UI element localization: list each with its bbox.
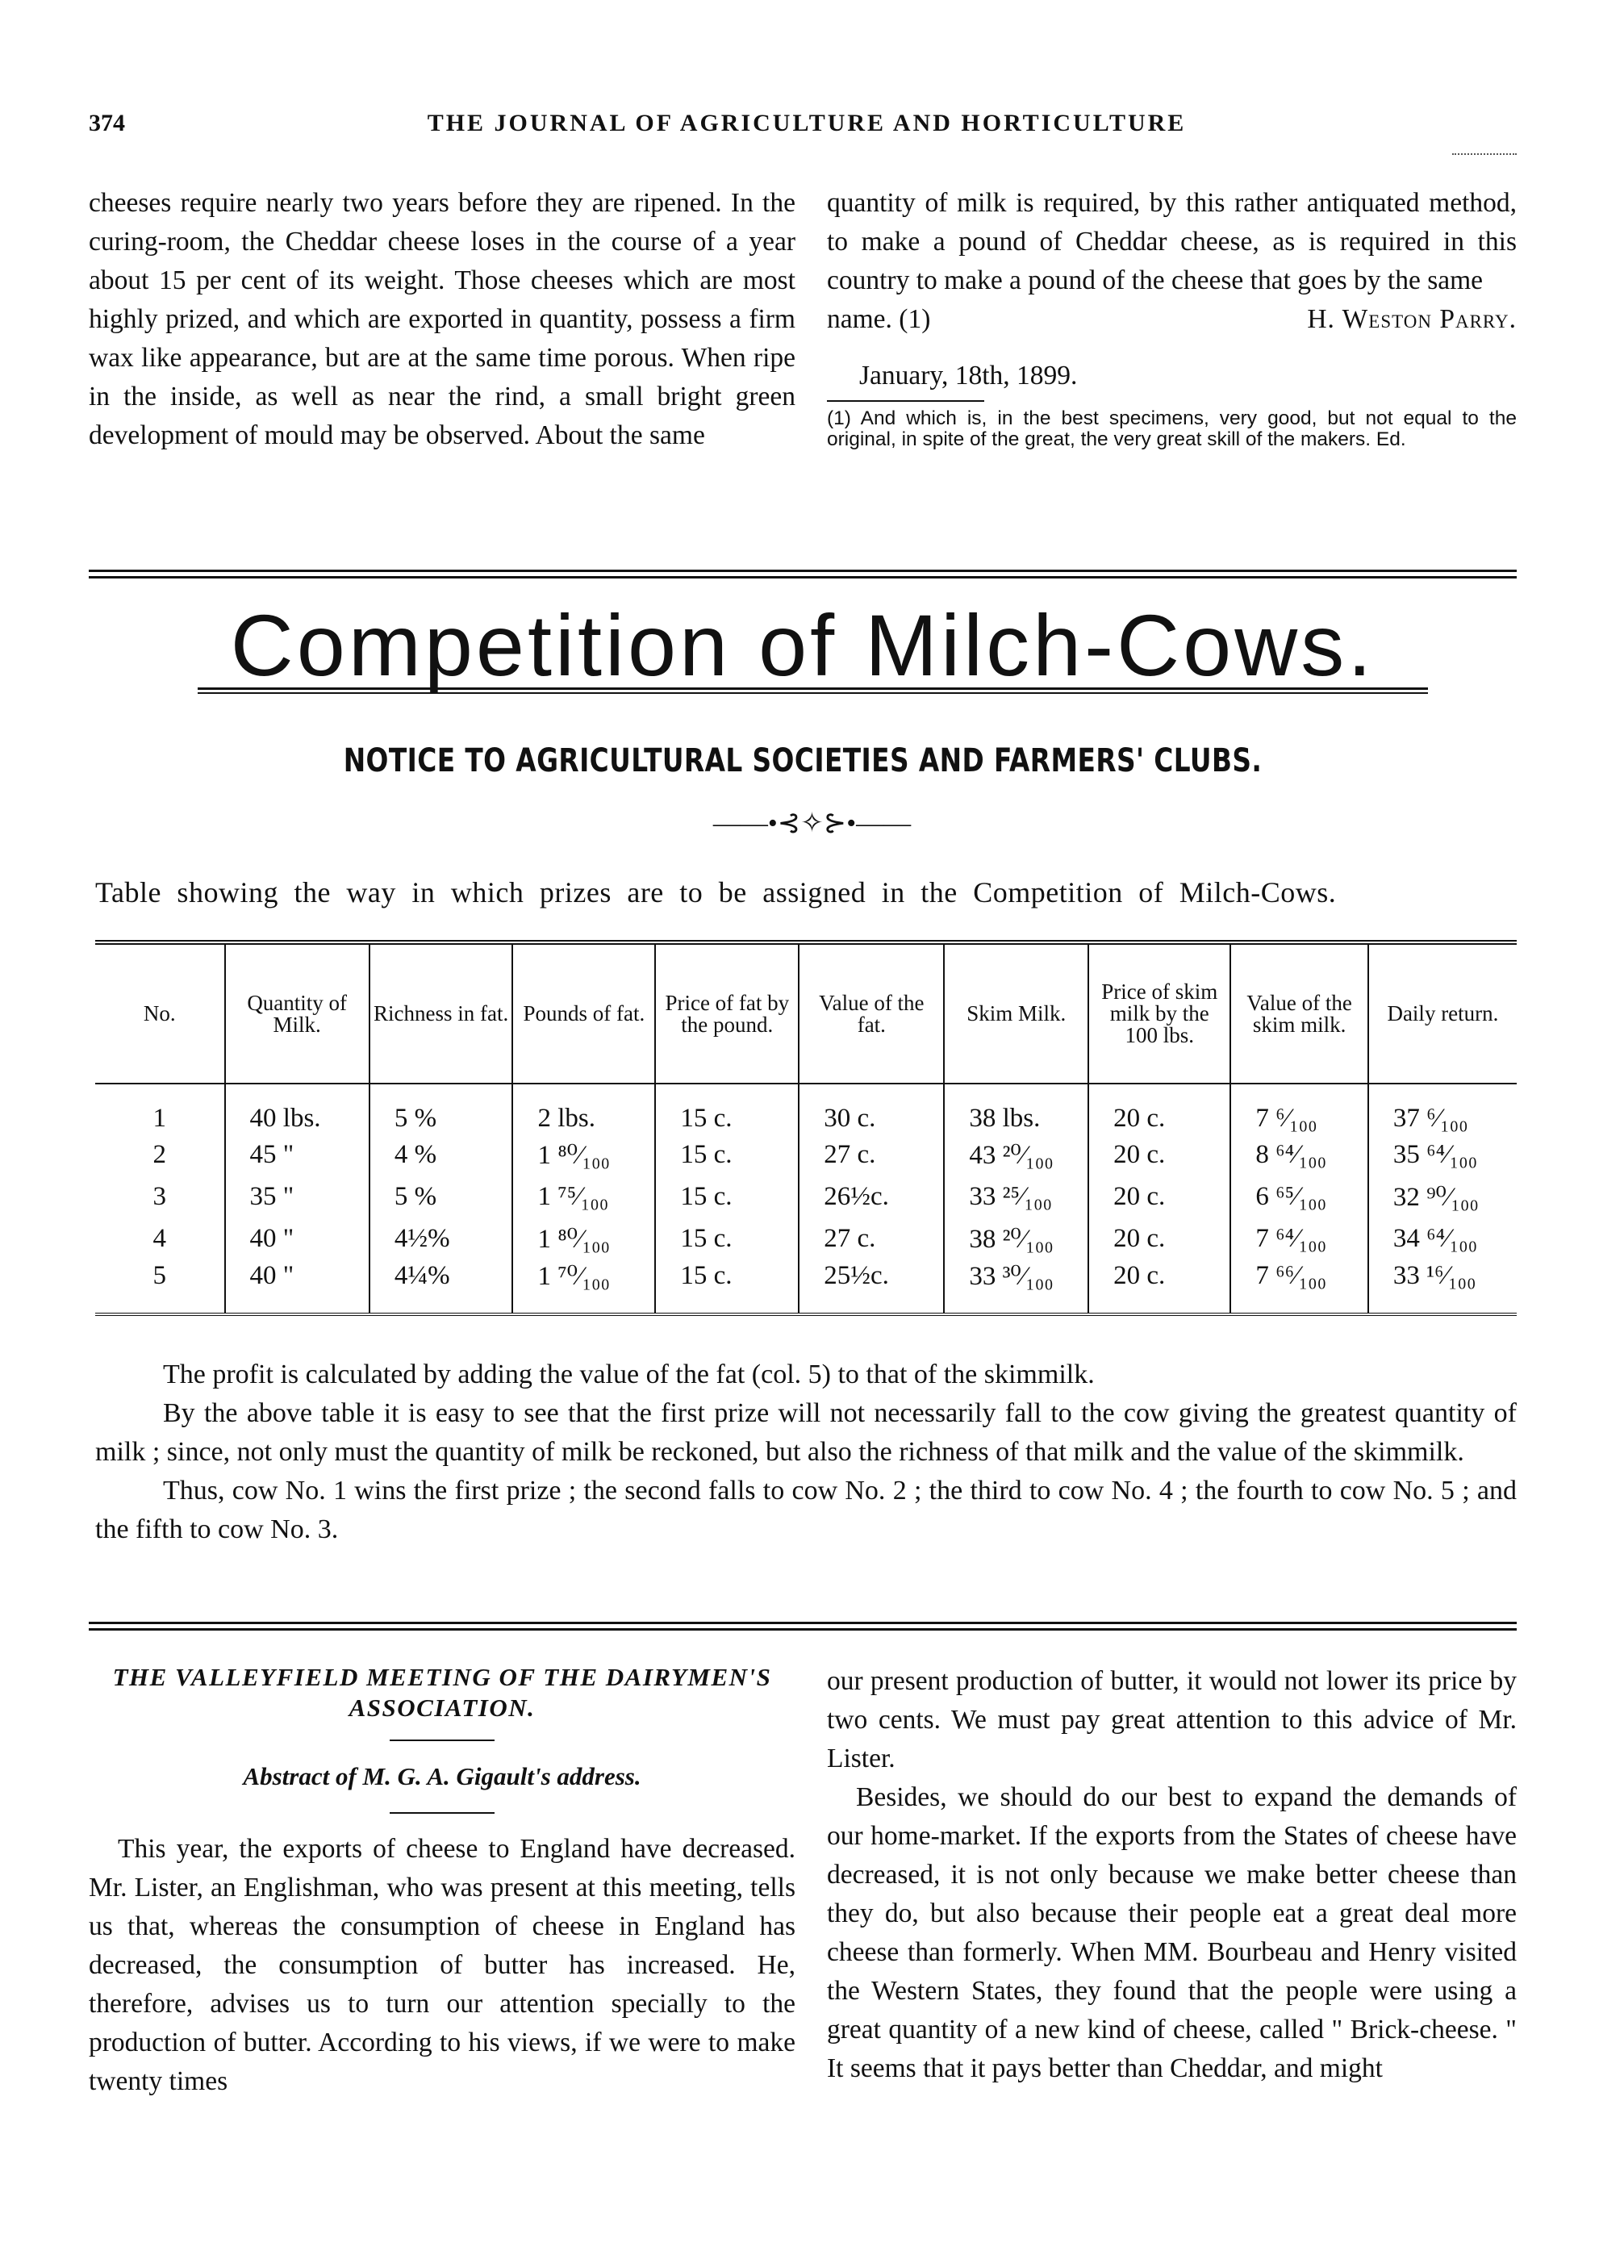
header-value-skim: Value of the skim milk. <box>1230 942 1368 1084</box>
prize-table <box>95 940 1517 1316</box>
cell-pounds-fat: 1 ⁸⁰⁄₁₀₀ <box>512 1134 655 1176</box>
cell-quantity: 40 " <box>225 1259 369 1314</box>
cell-quantity: 40 lbs. <box>225 1084 369 1134</box>
header-richness: Richness in fat. <box>369 942 513 1084</box>
top-right-column <box>827 184 1517 450</box>
cell-price-skim: 20 c. <box>1088 1176 1230 1218</box>
cell-richness: 4 % <box>369 1134 513 1176</box>
cell-skim-milk: 33 ²⁵⁄₁₀₀ <box>944 1176 1088 1218</box>
cell-value-skim: 6 ⁶⁵⁄₁₀₀ <box>1230 1176 1368 1218</box>
subtitle-rule <box>390 1812 495 1814</box>
header-price-skim: Price of skim milk by the 100 lbs. <box>1088 942 1230 1084</box>
cell-price-fat: 15 c. <box>655 1084 799 1134</box>
table-notes <box>95 1355 1517 1549</box>
cell-value-skim: 7 ⁶⁄₁₀₀ <box>1230 1084 1368 1134</box>
cell-daily-return: 34 ⁶⁴⁄₁₀₀ <box>1392 1223 1478 1253</box>
article-right-paragraph-2: Besides, we should do our best to expand the demands of our home-market. If the exports from the States of cheese have decreased, it is not only because we make better cheese than they do, but also because their people eat a great deal more cheese than formerly. When MM. Bourbeau and Henry visited the Western States, they found that the people were using a great quantity of a new kind of cheese, called " Brick-cheese. " It seems that it pays better than Cheddar, and might <box>827 1782 1517 2083</box>
signature-line <box>827 300 1517 339</box>
cell-value-skim: 8 ⁶⁴⁄₁₀₀ <box>1230 1134 1368 1176</box>
cell-value-fat: 26½c. <box>799 1176 944 1218</box>
footnote-rule <box>827 400 984 402</box>
notes-paragraph-1: The profit is calculated by adding the value of the fat (col. 5) to that of the skimmilk. <box>163 1360 1095 1389</box>
cell-price-fat: 15 c. <box>655 1176 799 1218</box>
section-divider-top <box>89 570 1517 578</box>
cell-price-skim: 20 c. <box>1088 1134 1230 1176</box>
cell-price-skim: 20 c. <box>1088 1218 1230 1259</box>
table-row <box>95 1259 1517 1314</box>
page-number: 374 <box>89 110 125 136</box>
table-row <box>95 1176 1517 1218</box>
cell-no: 3 <box>95 1176 225 1218</box>
cell-daily-return: 33 ¹⁶⁄₁₀₀ <box>1392 1260 1476 1290</box>
cell-value-skim: 7 ⁶⁴⁄₁₀₀ <box>1230 1218 1368 1259</box>
cell-value-fat: 25½c. <box>799 1259 944 1314</box>
header-price-fat: Price of fat by the pound. <box>655 942 799 1084</box>
letter-date: January, 18th, 1899. <box>859 361 1078 391</box>
cell-daily-return: 35 ⁶⁴⁄₁₀₀ <box>1392 1139 1478 1169</box>
title-underline <box>198 687 1428 694</box>
cell-price-fat: 15 c. <box>655 1259 799 1314</box>
cell-no: 4 <box>95 1218 225 1259</box>
table-row <box>95 1218 1517 1259</box>
cell-daily-return: 32 ⁹⁰⁄₁₀₀ <box>1392 1183 1479 1212</box>
journal-title: THE JOURNAL OF AGRICULTURE AND HORTICULTURE <box>427 110 1187 136</box>
cell-price-skim: 20 c. <box>1088 1259 1230 1314</box>
header-pounds-fat: Pounds of fat. <box>512 942 655 1084</box>
author-signature: H. Weston Parry. <box>1307 304 1517 334</box>
article-right-paragraph-1: our present production of butter, it would not lower its price by two cents. We must pay great attention to this advice of Mr. Lister. <box>827 1666 1517 1773</box>
cell-pounds-fat: 2 lbs. <box>512 1084 655 1134</box>
header-daily-return: Daily return. <box>1387 1001 1499 1025</box>
cell-value-fat: 27 c. <box>799 1134 944 1176</box>
cell-no: 1 <box>95 1084 225 1134</box>
cell-value-skim: 7 ⁶⁶⁄₁₀₀ <box>1230 1259 1368 1314</box>
cell-richness: 5 % <box>369 1084 513 1134</box>
cell-skim-milk: 43 ²⁰⁄₁₀₀ <box>944 1134 1088 1176</box>
footnote-reference: name. (1) <box>827 304 931 334</box>
bottom-left-column <box>89 1662 795 2101</box>
cell-richness: 4¼% <box>369 1259 513 1314</box>
cell-pounds-fat: 1 ⁷⁵⁄₁₀₀ <box>512 1176 655 1218</box>
running-head <box>89 110 1525 142</box>
title-rule <box>390 1740 495 1741</box>
top-left-column <box>89 184 795 455</box>
cell-pounds-fat: 1 ⁷⁰⁄₁₀₀ <box>512 1259 655 1314</box>
section-divider-bottom <box>89 1622 1517 1631</box>
notes-paragraph-3: Thus, cow No. 1 wins the first prize ; the second falls to cow No. 2 ; the third to cow No. 4 ; the fourth to cow No. 5 ; and the fifth to cow No. 3. <box>95 1476 1517 1544</box>
cell-value-fat: 27 c. <box>799 1218 944 1259</box>
cell-price-fat: 15 c. <box>655 1134 799 1176</box>
cell-skim-milk: 38 lbs. <box>944 1084 1088 1134</box>
cell-value-fat: 30 c. <box>799 1084 944 1134</box>
table-header-row <box>95 942 1517 1084</box>
article-title: THE VALLEYFIELD MEETING OF THE DAIRYMEN'S ASSOCIATION. <box>112 1663 772 1722</box>
table-caption: Table showing the way in which prizes are to be assigned in the Competition of Milch-Cows. <box>95 876 1337 908</box>
header-value-fat: Value of the fat. <box>799 942 944 1084</box>
section-title: Competition of Milch-Cows. <box>230 596 1376 694</box>
cell-quantity: 45 " <box>225 1134 369 1176</box>
cell-pounds-fat: 1 ⁸⁰⁄₁₀₀ <box>512 1218 655 1259</box>
top-left-paragraph: cheeses require nearly two years before they are ripened. In the curing-room, the Cheddar cheese loses in the course of a year about 15 per cent of its weight. Those cheeses which are most highly prized, and which are exported in quantity, possess a firm wax like appearance, but are at the same time porous. When ripe in the inside, as well as near the rind, a small bright green development of mould may be observed. About the same <box>89 188 795 450</box>
cell-price-skim: 20 c. <box>1088 1084 1230 1134</box>
notice-heading: NOTICE TO AGRICULTURAL SOCIETIES AND FARMERS' CLUBS. <box>343 742 1263 779</box>
cell-skim-milk: 33 ³⁰⁄₁₀₀ <box>944 1259 1088 1314</box>
header-no: No. <box>95 942 225 1084</box>
table-row <box>95 1084 1517 1134</box>
cell-quantity: 40 " <box>225 1218 369 1259</box>
footnote: (1) And which is, in the best specimens, very good, but not equal to the original, in spite of the great, the very great skill of the makers. Ed. <box>827 407 1517 450</box>
ornament-divider: ——•⊰✧⊱•—— <box>712 808 912 838</box>
article-subtitle: Abstract of M. G. A. Gigault's address. <box>243 1762 641 1790</box>
article-left-paragraph: This year, the exports of cheese to England have decreased. Mr. Lister, an Englishman, who was present at this meeting, tells us that, whereas the consumption of cheese in England has decreased, the consumption of butter has increased. He, therefore, advises us to turn our attention specially to the production of butter. According to his views, if we were to make twenty times <box>89 1834 795 2096</box>
top-right-paragraph: quantity of milk is required, by this rather antiquated method, to make a pound of Cheddar cheese, as is required in this country to make a pound of the cheese that goes by the same <box>827 188 1517 295</box>
header-quantity: Quantity of Milk. <box>225 942 369 1084</box>
header-skim-milk: Skim Milk. <box>944 942 1088 1084</box>
cell-skim-milk: 38 ²⁰⁄₁₀₀ <box>944 1218 1088 1259</box>
cell-price-fat: 15 c. <box>655 1218 799 1259</box>
cell-no: 5 <box>95 1259 225 1314</box>
cell-richness: 4½% <box>369 1218 513 1259</box>
cell-quantity: 35 " <box>225 1176 369 1218</box>
cell-no: 2 <box>95 1134 225 1176</box>
notes-paragraph-2: By the above table it is easy to see that the first prize will not necessarily fall to the cow giving the greatest quantity of milk ; since, not only must the quantity of milk be reckoned, but also the richness of that milk and the value of the skimmilk. <box>95 1398 1517 1467</box>
cell-daily-return: 37 ⁶⁄₁₀₀ <box>1392 1104 1468 1133</box>
cell-richness: 5 % <box>369 1176 513 1218</box>
header-dotted-rule <box>1452 153 1517 155</box>
bottom-right-column <box>827 1662 1517 2088</box>
table-row <box>95 1134 1517 1176</box>
